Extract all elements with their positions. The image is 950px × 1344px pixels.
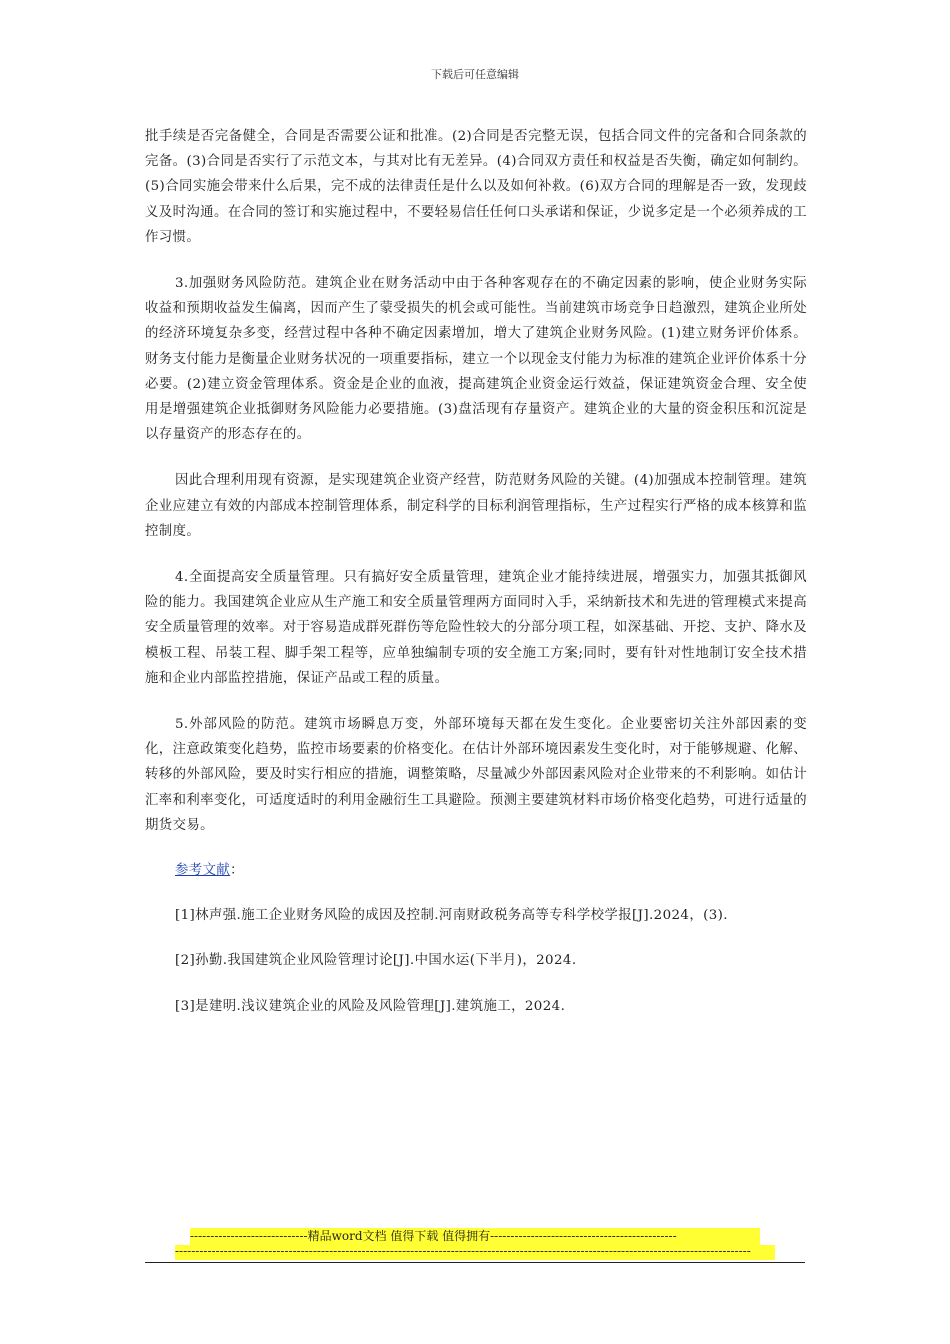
document-body [145,124,807,1019]
references-heading [145,858,807,883]
paragraph-safety-quality: 4.全面提高安全质量管理。只有搞好安全质量管理，建筑企业才能持续进展，增强实力，加强其抵御风险的能力。我国建筑企业应从生产施工和安全质量管理两方面同时入手，采纳新技术和先进的管理模式来提高安全质量管理的效率。对于容易造成群死群伤等危险性较大的分部分项工程，如深基础、开挖、支护、降水及模板工程、吊装工程、脚手架工程等，应单独编制专项的安全施工方案;同时，要有针对性地制订安全技术措施和企业内部监控措施，保证产品或工程的质量。 [145,570,807,686]
paragraph-contract-review: 批手续是否完备健全，合同是否需要公证和批准。(2)合同是否完整无误，包括合同文件的完备和合同条款的完备。(3)合同是否实行了示范文本，与其对比有无差异。(4)合同双方责任和权益是否失衡，确定如何制约。(5)合同实施会带来什么后果，完不成的法律责任是什么以及如何补救。(6)双方合同的理解是否一致，发现歧义及时沟通。在合同的签订和实施过程中，不要轻易信任任何口头承诺和保证，少说多定是一个必须养成的工作习惯。 [145,129,807,245]
paragraph-financial-risk: 3.加强财务风险防范。建筑企业在财务活动中由于各种客观存在的不确定因素的影响，使企业财务实际收益和预期收益发生偏离，因而产生了蒙受损失的机会或可能性。当前建筑市场竞争日趋激烈，建筑企业所处的经济环境复杂多变，经营过程中各种不确定因素增加，增大了建筑企业财务风险。(1)建立财务评价体系。财务支付能力是衡量企业财务状况的一项重要指标，建立一个以现金支付能力为标准的建筑企业评价体系十分必要。(2)建立资金管理体系。资金是企业的血液，提高建筑企业资金运行效益，保证建筑资金合理、安全使用是增强建筑企业抵御财务风险能力必要措施。(3)盘活现有存量资产。建筑企业的大量的资金积压和沉淀是以存量资产的形态存在的。 [145,276,807,443]
footer-banner-line-1: -----------------------------精品word文档 值得下载 值得拥有---------------------------------------------- [190,1228,760,1245]
reference-item-3: [3]是建明.浅议建筑企业的风险及风险管理[J].建筑施工，2024. [175,998,566,1014]
reference-item-1: [1]林声强.施工企业财务风险的成因及控制.河南财政税务高等专科学校学报[J].2024，(3). [175,908,728,924]
footer-banner-line-2: ---------------------------------------------------------------------------------------------------------------------------------------------- [175,1245,775,1260]
paragraph-external-risk: 5.外部风险的防范。建筑市场瞬息万变，外部环境每天都在发生变化。企业要密切关注外部因素的变化，注意政策变化趋势，监控市场要素的价格变化。在估计外部环境因素发生变化时，对于能够规避、化解、转移的外部风险，要及时实行相应的措施，调整策略，尽量减少外部因素风险对企业带来的不利影响。如估计汇率和利率变化，可适度适时的利用金融衍生工具避险。预测主要建筑材料市场价格变化趋势，可进行适量的期货交易。 [145,717,807,833]
footer-divider [145,1262,805,1263]
reference-item-2: [2]孙勤.我国建筑企业风险管理讨论[J].中国水运(下半月)，2024. [175,953,577,969]
paragraph-cost-control: 因此合理利用现有资源，是实现建筑企业资产经营，防范财务风险的关键。(4)加强成本控制管理。建筑企业应建立有效的内部成本控制管理体系，制定科学的目标利润管理指标，生产过程实行严格的成本核算和监控制度。 [145,473,807,539]
references-heading-colon: ： [230,863,244,879]
references-link[interactable]: 参考文献 [175,863,231,879]
page-header: 下载后可任意编辑 [431,68,519,81]
